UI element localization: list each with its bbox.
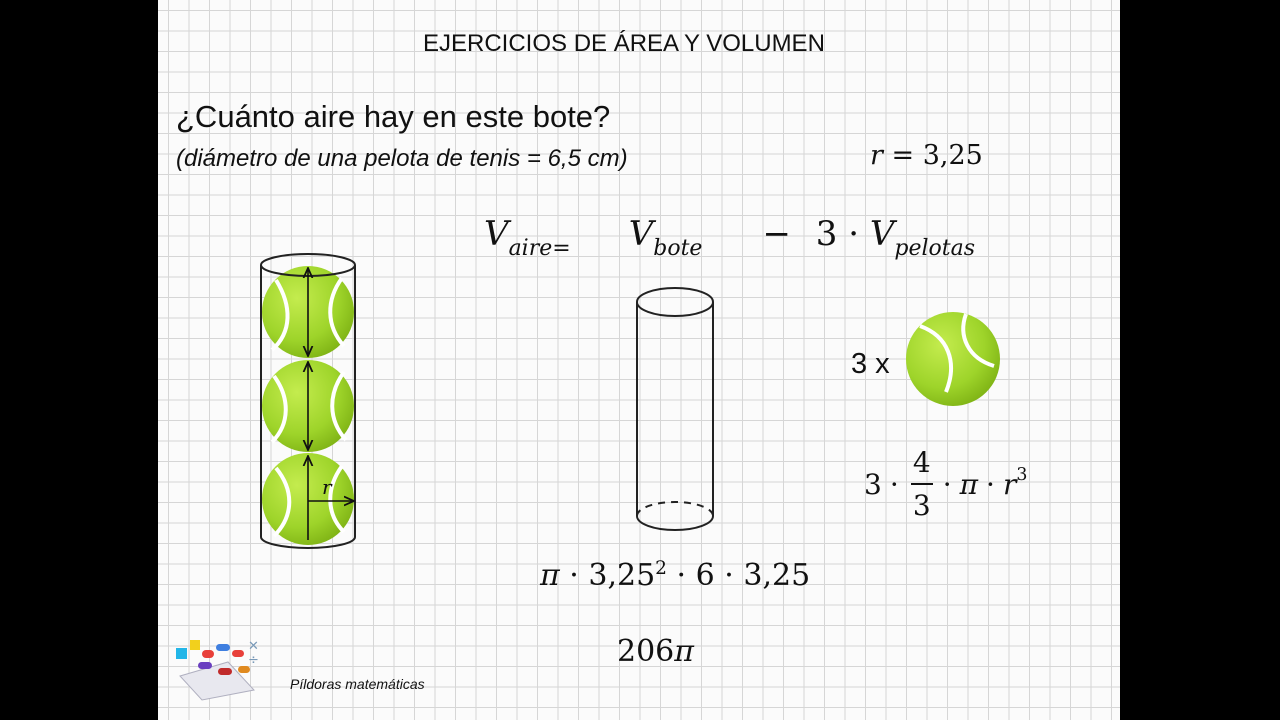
question-text: ¿Cuánto aire hay en este bote? [176, 99, 611, 134]
result-pi: π [674, 634, 694, 669]
sphere-dot-3: · [986, 467, 995, 501]
branding-text: Píldoras matemáticas [290, 676, 425, 692]
radius-equals: = [891, 140, 915, 171]
fraction-denominator: 3 [912, 489, 931, 522]
illustrations [158, 0, 1120, 720]
sphere-r: r [1002, 467, 1017, 501]
v-balls-subscript: pelotas [894, 236, 976, 261]
v-balls-symbol: V [869, 214, 895, 254]
fraction-numerator: 4 [912, 446, 931, 479]
result-number: 206 [617, 634, 675, 669]
dot-operator: · [848, 214, 860, 254]
hint-text: (diámetro de una pelota de tenis = 6,5 cm) [176, 145, 628, 172]
v-can-subscript: bote [653, 236, 703, 261]
slide [158, 0, 1120, 720]
can-dot-2: · [676, 558, 687, 593]
pildoras-logo-icon [176, 639, 259, 700]
sphere-coef: 3 [864, 467, 882, 501]
header-title: EJERCICIOS DE ÁREA Y VOLUMEN [423, 30, 825, 57]
can-height-value: 3,25 [743, 558, 811, 593]
tennis-ball-single [906, 312, 1000, 406]
v-air-subscript: aire= [508, 236, 571, 261]
sphere-pi: π [959, 467, 979, 501]
v-air-symbol: V [484, 214, 509, 254]
radius-label: r [322, 475, 332, 499]
can-exponent: 2 [655, 558, 667, 579]
can-radius-value: 3,25 [588, 558, 656, 593]
svg-text:✕: ✕ [248, 639, 259, 654]
sphere-dot-1: · [889, 467, 899, 501]
sphere-dot-2: · [942, 467, 952, 501]
balls-count-label: 3 x [851, 348, 890, 380]
can-dot-1: · [569, 558, 579, 593]
can-dot-3: · [724, 558, 734, 593]
radius-value: 3,25 [922, 140, 983, 171]
svg-text:÷: ÷ [248, 653, 259, 668]
minus-sign: − [762, 214, 791, 254]
sphere-exponent: 3 [1016, 465, 1028, 485]
radius-var: r [870, 140, 883, 171]
v-can-symbol: V [628, 214, 654, 254]
can-six: 6 [695, 558, 715, 593]
cylinder-outline [637, 288, 713, 530]
coefficient-3: 3 [815, 214, 838, 254]
can-pi: π [540, 558, 560, 593]
